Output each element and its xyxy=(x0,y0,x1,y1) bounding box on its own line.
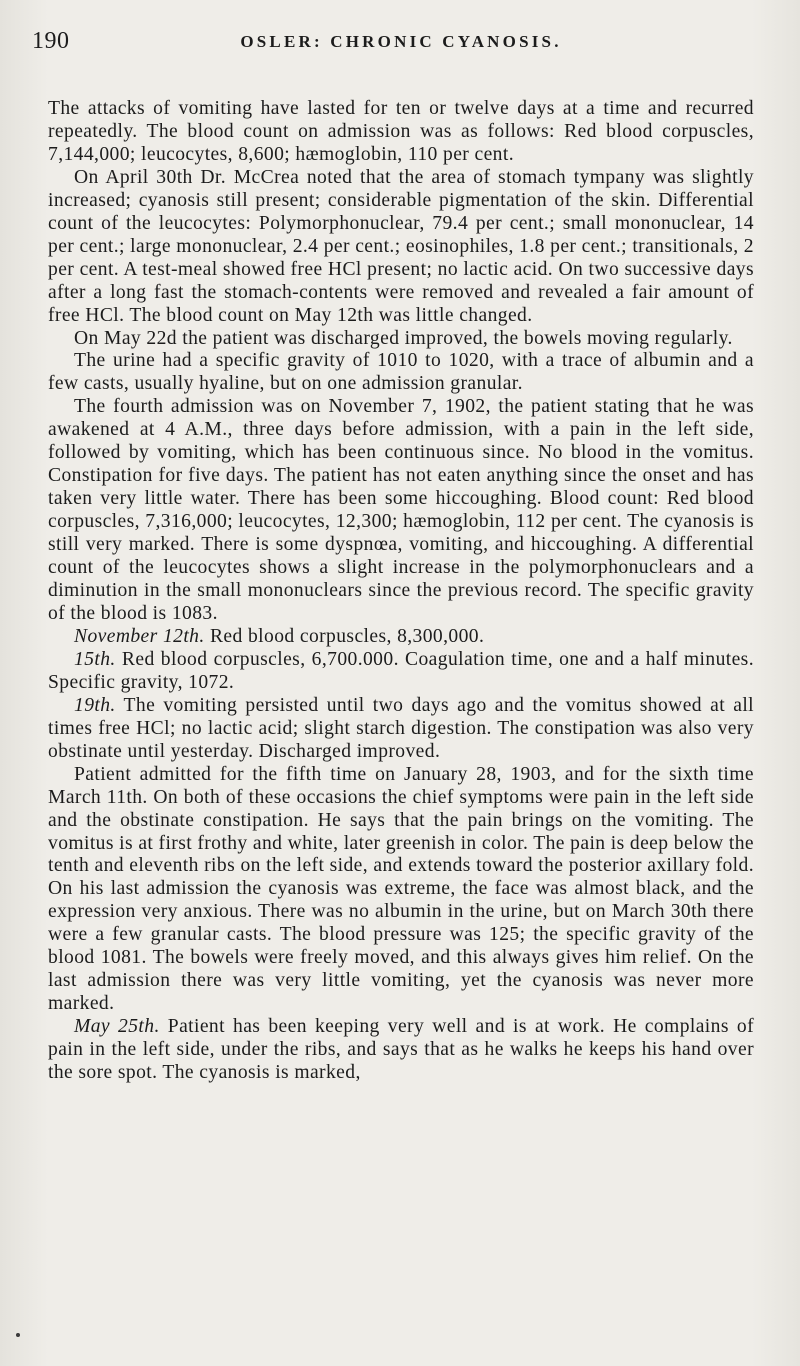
entry-date: May 25th. xyxy=(74,1016,160,1038)
dated-entry: May 25th. Patient has been keeping very well and is at work. He complains of pain in the left side, under the ribs, and says that as he walks he keeps his hand over the sore spot. The cyanosis is marked, xyxy=(48,1016,755,1084)
paragraph: Patient admitted for the fifth time on January 28, 1903, and for the sixth time March 11th. On both of these occasions the chief symptoms were pain in the left side and the obstinate constipation. He says that the pain brings on the vomiting. The vomitus is at first frothy and white, later greenish in color. The pain is deep below the tenth and eleventh ribs on the left side, and extends toward the posterior axillary fold. On his last admission the cyanosis was extreme, the face was almost black, and the expression very anxious. There was no albumin in the urine, but on March 30th there were a few granular casts. The blood pressure was 125; the specific gravity of the blood 1081. The bowels were freely moved, and this always gives him relief. On the last admission there was very little vomiting, yet the cyanosis was never more marked. xyxy=(48,763,755,1015)
paragraph: On April 30th Dr. McCrea noted that the area of stomach tympany was slightly increased; cyanosis still present; considerable pigmentation of the skin. Differential count of the leucocytes: Polymorphonuclear, 79.4 per cent.; small mononuclear, 14 per cent.; large mononuclear, 2.4 per cent.; eosinophiles, 1.8 per cent.; transitionals, 2 per cent. A test-meal showed free HCl present; no lactic acid. On two successive days after a long fast the stomach-contents were removed and revealed a fair amount of free HCl. The blood count on May 12th was little changed. xyxy=(48,166,754,326)
dated-entry: 15th. Red blood corpuscles, 6,700.000. Coagulation time, one and a half minutes. Specific gravity, 1072. xyxy=(48,648,754,693)
running-header xyxy=(32,22,754,68)
page-number: 190 xyxy=(32,28,70,54)
dated-entry: November 12th. Red blood corpuscles, 8,300,000. xyxy=(74,625,485,647)
running-title: OSLER: CHRONIC CYANOSIS. xyxy=(240,32,562,51)
body-text xyxy=(48,98,754,1085)
entry-date: November 12th. xyxy=(74,625,205,647)
entry-date: 19th. xyxy=(74,694,116,716)
paragraph: On May 22d the patient was discharged improved, the bowels moving regularly. xyxy=(74,327,733,349)
dated-entry: 19th. The vomiting persisted until two days ago and the vomitus showed at all times free HCl; no lactic acid; slight starch digestion. The constipation was also very obstinate until yesterday. Discharged improved. xyxy=(48,694,755,762)
margin-mark xyxy=(16,1333,20,1337)
paragraph: The attacks of vomiting have lasted for ten or twelve days at a time and recurred repeatedly. The blood count on admission was as follows: Red blood corpuscles, 7,144,000; leucocytes, 8,600; hæmoglobin, 110 per cent. xyxy=(48,98,754,165)
paragraph: The fourth admission was on November 7, 1902, the patient stating that he was awakened at 4 A.M., three days before admission, with a pain in the left side, followed by vomiting, which has been continuous since. No blood in the vomitus. Constipation for five days. The patient has not eaten anything since the onset and has taken very little water. There has been some hiccoughing. Blood count: Red blood corpuscles, 7,316,000; leucocytes, 12,300; hæmoglobin, 112 per cent. The cyanosis is still very marked. There is some dyspnœa, vomiting, and hiccoughing. A differential count of the leucocytes shows a slight increase in the polymorphonuclears and a diminution in the small mononuclears since the previous record. The specific gravity of the blood is 1083. xyxy=(48,396,754,624)
entry-date: 15th. xyxy=(74,648,116,670)
paragraph: The urine had a specific gravity of 1010 to 1020, with a trace of albumin and a few casts, usually hyaline, but on one admission granular. xyxy=(48,350,754,395)
